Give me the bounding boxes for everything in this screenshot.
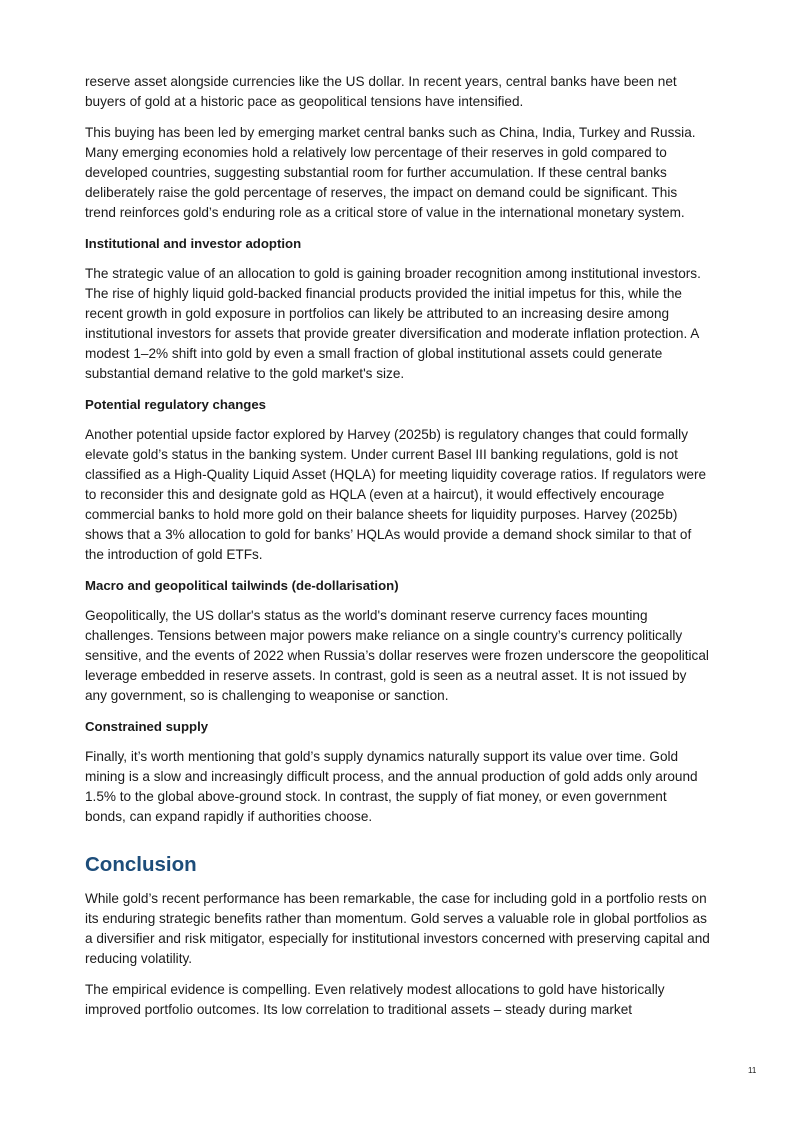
document-body bbox=[85, 72, 711, 1031]
subheading-regulatory-changes: Potential regulatory changes bbox=[85, 397, 267, 412]
paragraph-institutional-adoption: The strategic value of an allocation to gold is gaining broader recognition among institutional investors. The rise of highly liquid gold-backed financial products provided the initial impetus for this, while the recent growth in gold exposure in portfolios can likely be attributed to an increasing desire among institutional investors for assets that provide greater diversification and moderate inflation protection. A modest 1–2% shift into gold by even a small fraction of global institutional assets could generate substantial demand relative to the gold market's size. bbox=[85, 266, 701, 381]
section-heading-conclusion: Conclusion bbox=[85, 853, 197, 876]
paragraph-empirical-evidence: The empirical evidence is compelling. Even relatively modest allocations to gold have historically improved portfolio outcomes. Its low correlation to traditional assets – steady during market bbox=[85, 982, 665, 1017]
paragraph-regulatory-changes: Another potential upside factor explored by Harvey (2025b) is regulatory changes that could formally elevate gold’s status in the banking system. Under current Basel III banking regulations, gold is not classified as a High-Quality Liquid Asset (HQLA) for meeting liquidity coverage ratios. If regulators were to reconsider this and designate gold as HQLA (even at a haircut), it would effectively encourage commercial banks to hold more gold on their balance sheets for liquidity purposes. Harvey (2025b) shows that a 3% allocation to gold for banks’ HQLAs would provide a demand shock similar to that of the introduction of gold ETFs. bbox=[85, 427, 707, 562]
paragraph-emerging-market-buying: This buying has been led by emerging market central banks such as China, India, Turkey and Russia. Many emerging economies hold a relatively low percentage of their reserves in gold compared to developed countries, suggesting substantial room for further accumulation. If these central banks deliberately raise the gold percentage of reserves, the impact on demand could be significant. This trend reinforces gold’s enduring role as a critical store of value in the international monetary system. bbox=[85, 125, 696, 220]
paragraph-central-bank-reserves: reserve asset alongside currencies like the US dollar. In recent years, central banks have been net buyers of gold at a historic pace as geopolitical tensions have intensified. bbox=[85, 74, 677, 109]
subheading-geopolitical-tailwinds: Macro and geopolitical tailwinds (de-dollarisation) bbox=[85, 578, 399, 593]
subheading-institutional-adoption: Institutional and investor adoption bbox=[85, 236, 302, 251]
page-number: 11 bbox=[748, 1066, 757, 1075]
paragraph-constrained-supply: Finally, it’s worth mentioning that gold’s supply dynamics naturally support its value over time. Gold mining is a slow and increasingly difficult process, and the annual production of gold adds only around 1.5% to the global above-ground stock. In contrast, the supply of fiat money, or even government bonds, can expand rapidly if authorities choose. bbox=[85, 749, 698, 824]
paragraph-conclusion-intro: While gold’s recent performance has been remarkable, the case for including gold in a portfolio rests on its enduring strategic benefits rather than momentum. Gold serves a valuable role in global portfolios as a diversifier and risk mitigator, especially for institutional investors concerned with preserving capital and reducing volatility. bbox=[85, 891, 710, 966]
subheading-constrained-supply: Constrained supply bbox=[85, 719, 209, 734]
paragraph-geopolitical-tailwinds: Geopolitically, the US dollar's status as the world's dominant reserve currency faces mounting challenges. Tensions between major powers make reliance on a single country’s currency politically sensitive, and the events of 2022 when Russia’s dollar reserves were frozen underscore the geopolitical leverage embedded in reserve assets. In contrast, gold is seen as a neutral asset. It is not issued by any government, so is challenging to weaponise or sanction. bbox=[85, 608, 709, 703]
